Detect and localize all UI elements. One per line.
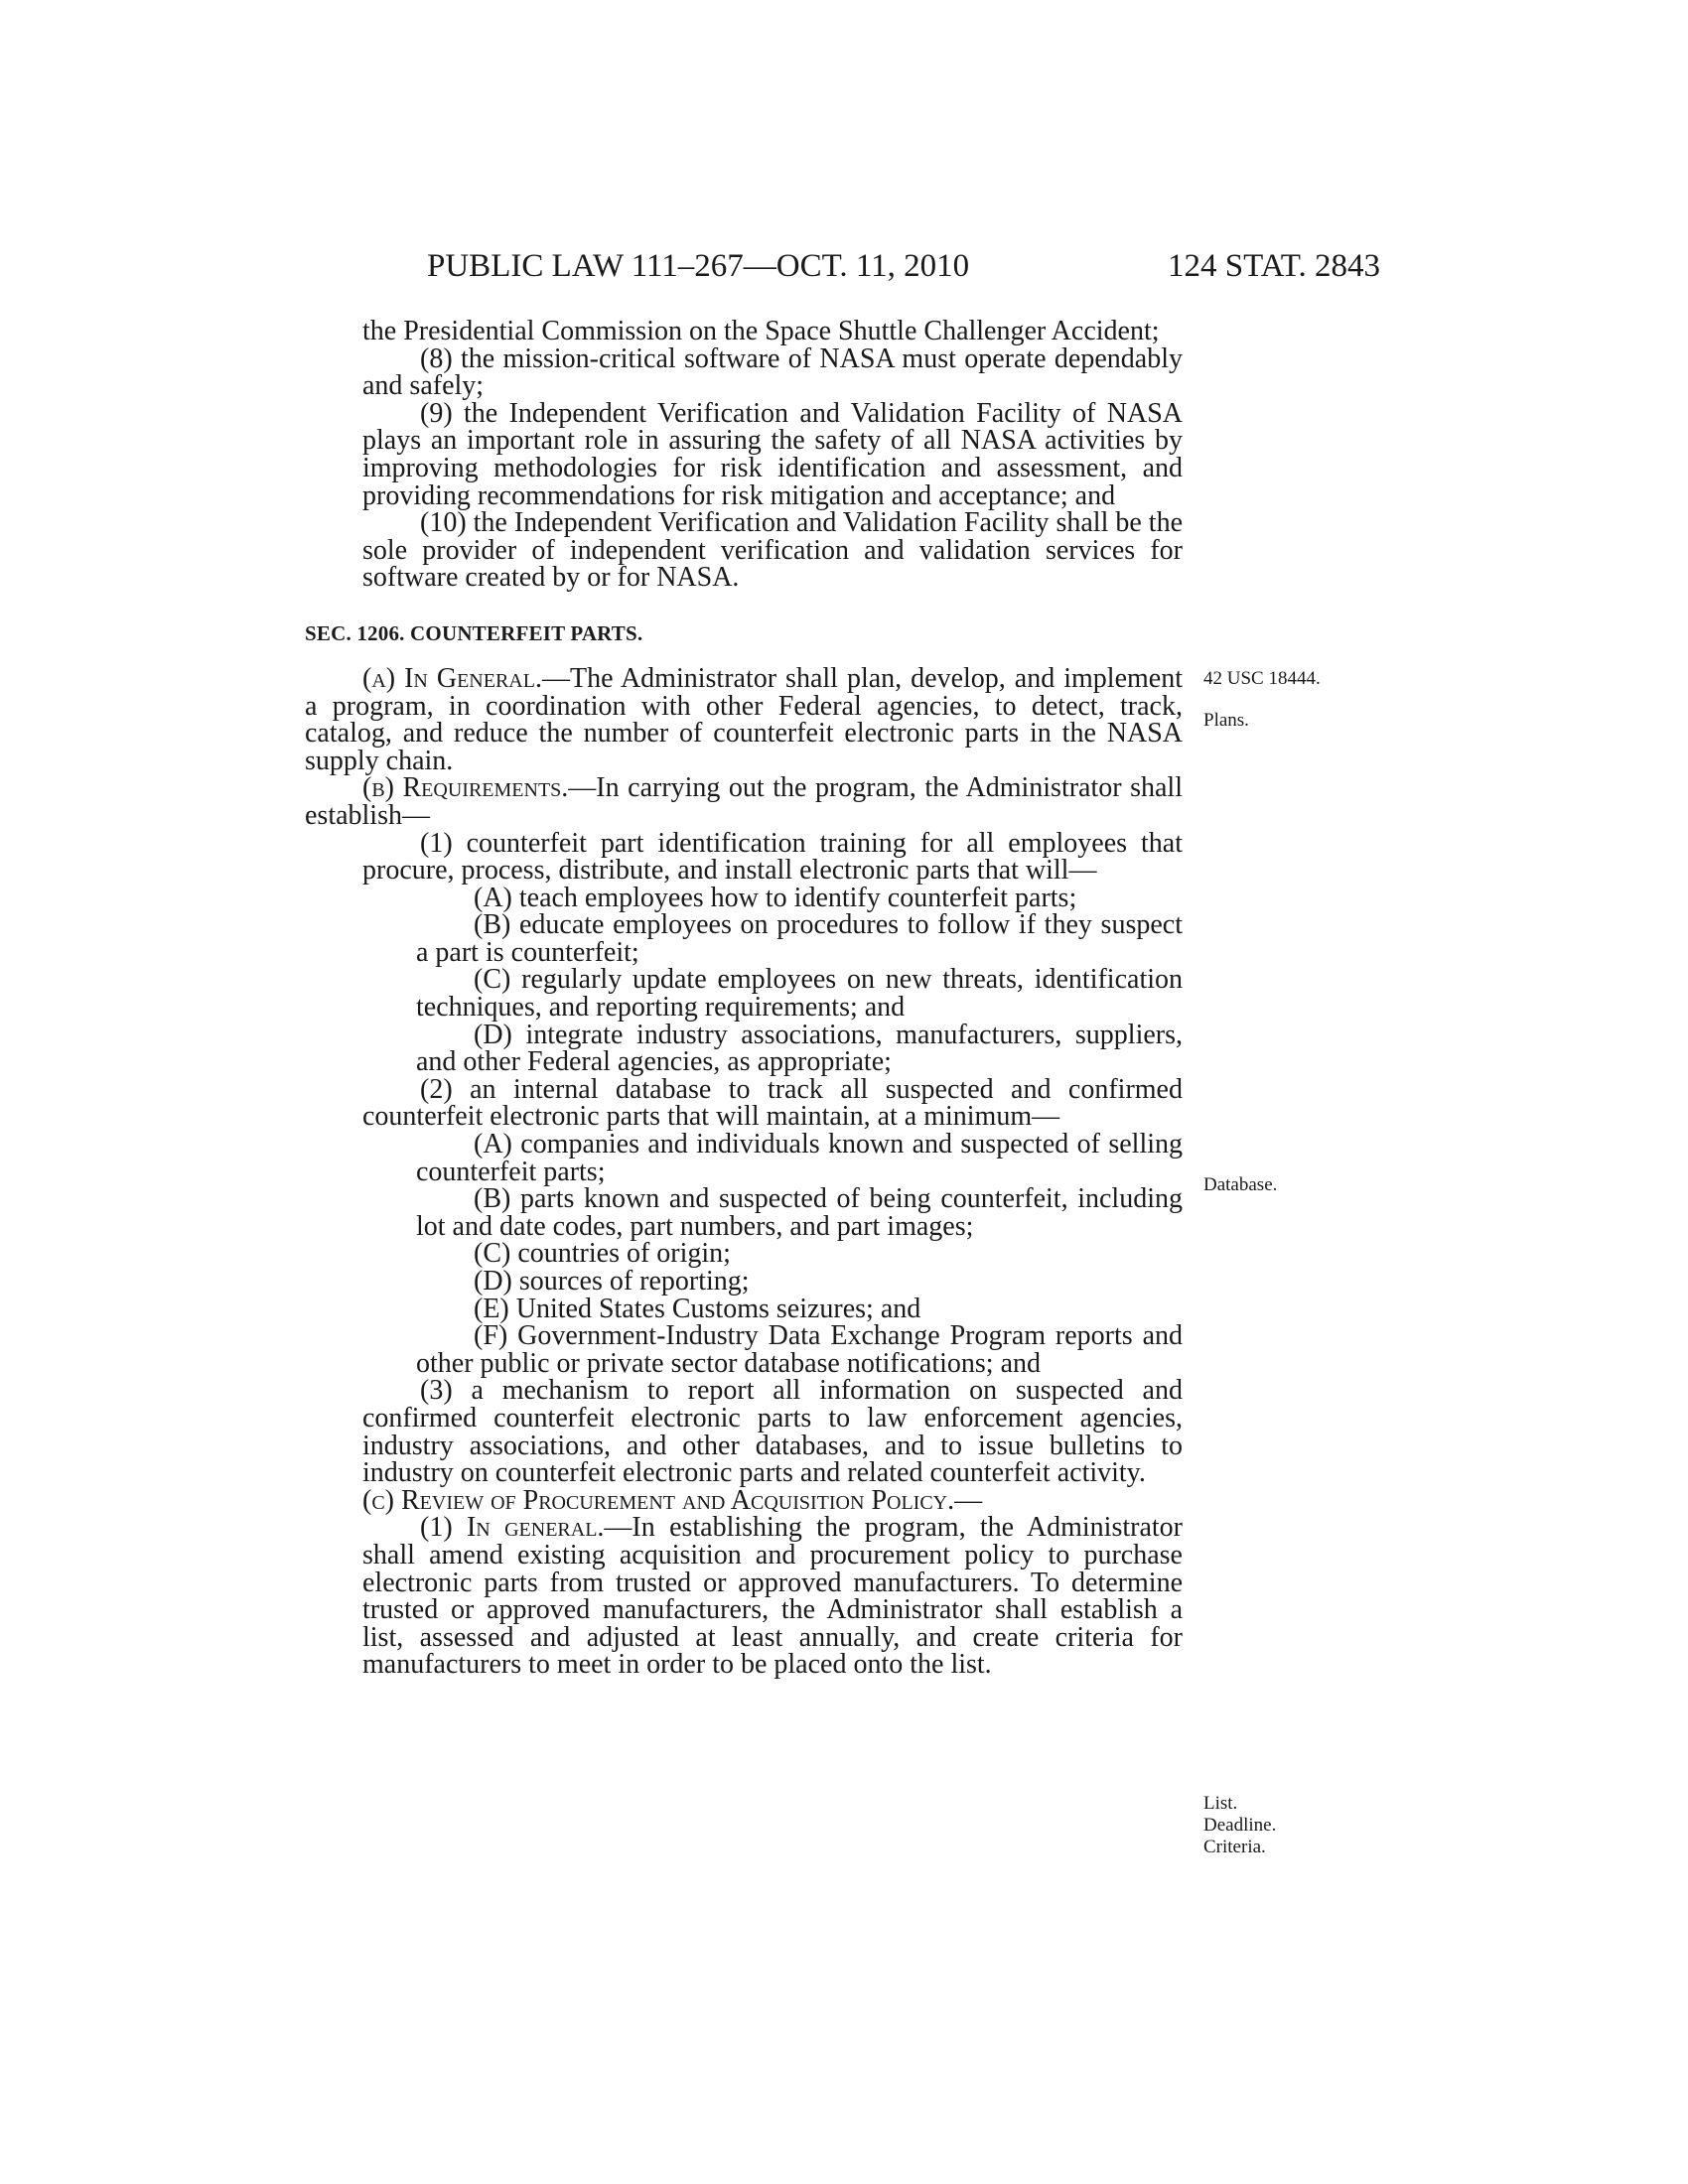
margin-note-database: Database.	[1203, 1174, 1278, 1195]
paragraph-8: (8) the mission-critical software of NASA must operate dependably and safely;	[362, 342, 1183, 402]
subsection-b	[305, 774, 1183, 829]
paragraph-7-continued: the Presidential Commission on the Space Shuttle Challenger Accident;	[362, 316, 1160, 346]
margin-note-criteria: Criteria.	[1203, 1837, 1266, 1857]
paragraph-b1-c: (C) regularly update employees on new threats, identification techniques, and reporting requirements; and	[416, 964, 1183, 1024]
margin-note-deadline: Deadline.	[1203, 1815, 1277, 1836]
paragraph-b2-c: (C) countries of origin;	[474, 1238, 731, 1270]
margin-note-list: List.	[1203, 1793, 1238, 1814]
public-law-citation: PUBLIC LAW 111–267—OCT. 11, 2010	[427, 248, 970, 284]
paragraph-c1-text: —In establishing the program, the Administrator shall amend existing acquisition and procurement policy to purchase electronic parts from trusted or approved manufacturers. To determine trusted or approved manufacturers, the Administrator shall establish a list, assessed and adjusted at least annually, and create criteria for manufacturers to meet in order to be placed onto the list.	[362, 1512, 1183, 1681]
subsection-c-heading: (c) Review of Procurement and Acquisition Policy.—	[362, 1484, 983, 1516]
paragraph-b2-e: (E) United States Customs seizures; and	[474, 1293, 921, 1324]
paragraph-b1: (1) counterfeit part identification training for all employees that procure, process, distribute, and install electronic parts that will—	[362, 827, 1183, 887]
margin-note-usc: 42 USC 18444.	[1203, 668, 1321, 689]
paragraph-b3: (3) a mechanism to report all information on suspected and confirmed counterfeit electronic parts to law enforcement agencies, industry associations, and other databases, and to issue bulletins to industry on counterfeit electronic parts and related counterfeit activity.	[362, 1375, 1183, 1489]
paragraph-9: (9) the Independent Verification and Validation Facility of NASA plays an important role in assuring the safety of all NASA activities by improving methodologies for risk identification and assessment, and providing recommendations for risk mitigation and acceptance; and	[362, 397, 1183, 511]
subsection-a-heading: (a) In General.	[362, 662, 542, 694]
paragraph-b2-a: (A) companies and individuals known and suspected of selling counterfeit parts;	[416, 1129, 1183, 1187]
paragraph-b2-b: (B) parts known and suspected of being counterfeit, including lot and date codes, part numbers, and part images;	[416, 1183, 1183, 1242]
paragraph-c1	[305, 1514, 1183, 1679]
paragraph-b1-a: (A) teach employees how to identify counterfeit parts;	[474, 882, 1077, 913]
page-header	[427, 246, 1380, 286]
margin-note-plans: Plans.	[1203, 710, 1249, 731]
subsection-a	[305, 662, 1183, 776]
statute-body	[305, 318, 1183, 1679]
paragraph-10: (10) the Independent Verification and Validation Facility shall be the sole provider of independent verification and validation services for software created by or for NASA.	[362, 507, 1183, 594]
section-heading: SEC. 1206. COUNTERFEIT PARTS.	[305, 620, 643, 645]
paragraph-c1-heading: (1) In general.	[420, 1512, 605, 1544]
paragraph-b2-d: (D) sources of reporting;	[474, 1266, 750, 1297]
paragraph-b1-d: (D) integrate industry associations, manufacturers, suppliers, and other Federal agencies, as appropriate;	[416, 1019, 1183, 1078]
subsection-b-heading: (b) Requirements.	[362, 772, 569, 804]
statute-page-number: 124 STAT. 2843	[1167, 248, 1380, 284]
subsection-a-text: —The Administrator shall plan, develop, and implement a program, in coordination with other Federal agencies, to detect, track, catalog, and reduce the number of counterfeit electronic parts in the NASA supply chain.	[305, 662, 1183, 776]
paragraph-b1-b: (B) educate employees on procedures to follow if they suspect a part is counterfeit;	[416, 909, 1183, 968]
paragraph-b2-f: (F) Government-Industry Data Exchange Program reports and other public or private sector database notifications; and	[416, 1320, 1183, 1379]
paragraph-b2: (2) an internal database to track all suspected and confirmed counterfeit electronic parts that will maintain, at a minimum—	[362, 1073, 1183, 1133]
subsection-b-text: —In carrying out the program, the Administrator shall establish—	[305, 772, 1183, 831]
